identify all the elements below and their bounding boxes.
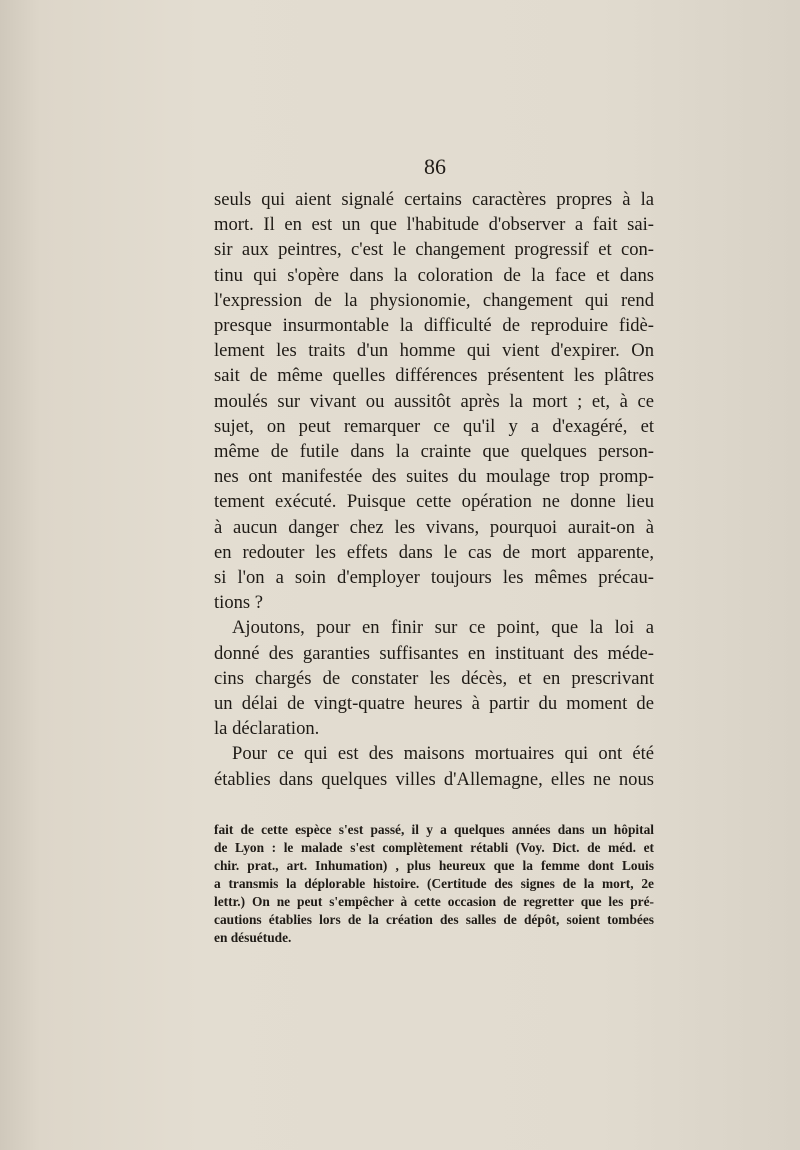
text-line: sir aux peintres, c'est le changement progressif et con- [214, 239, 654, 261]
text-line: si l'on a soin d'employer toujours les mêmes précau- [214, 567, 654, 589]
text-line: même de futile dans la crainte que quelques person- [214, 441, 654, 463]
text-line: établies dans quelques villes d'Allemagne, elles ne nous [214, 768, 654, 790]
text-line: un délai de vingt-quatre heures à partir du moment de [214, 693, 654, 715]
footnote-line: a transmis la déplorable histoire. (Certitude des signes de la mort, 2e [214, 876, 654, 891]
text-line: lement les traits d'un homme qui vient d'expirer. On [214, 340, 654, 362]
text-line: presque insurmontable la difficulté de reproduire fidè- [214, 315, 654, 337]
text-line: tinu qui s'opère dans la coloration de la face et dans [214, 264, 654, 286]
text-line: moulés sur vivant ou aussitôt après la mort ; et, à ce [214, 390, 654, 412]
text-line: la déclaration. [214, 718, 320, 740]
text-line: l'expression de la physionomie, changement qui rend [214, 289, 654, 311]
main-text [214, 187, 654, 792]
text-line: tions ? [214, 592, 264, 614]
text-line: seuls qui aient signalé certains caractères propres à la [214, 189, 654, 210]
text-line: sait de même quelles différences présentent les plâtres [214, 365, 654, 387]
text-line: sujet, on peut remarquer ce qu'il y a d'exagéré, et [214, 415, 654, 437]
text-line: nes ont manifestée des suites du moulage trop promp- [214, 466, 654, 488]
text-line: Ajoutons, pour en finir sur ce point, que la loi a [232, 617, 654, 639]
page-number: 86 [424, 154, 446, 179]
text-line: donné des garanties suffisantes en instituant des méde- [214, 642, 654, 664]
footnote-line: cautions établies lors de la création des salles de dépôt, soient tombées [214, 912, 654, 927]
footnote-line: de Lyon : le malade s'est complètement rétabli (Voy. Dict. de méd. et [214, 840, 654, 855]
text-line: cins chargés de constater les décès, et en prescrivant [214, 667, 654, 689]
footnote-line: fait de cette espèce s'est passé, il y a quelques années dans un hôpital [214, 822, 654, 837]
footnote-line: chir. prat., art. Inhumation) , plus heureux que la femme dont Louis [214, 858, 654, 873]
text-line: Pour ce qui est des maisons mortuaires qui ont été [232, 743, 654, 765]
footnote-line: lettr.) On ne peut s'empêcher à cette occasion de regretter que les pré- [214, 894, 654, 909]
text-line: à aucun danger chez les vivans, pourquoi aurait-on à [214, 516, 654, 538]
text-line: mort. Il en est un que l'habitude d'observer a fait sai- [214, 214, 654, 236]
text-line: en redouter les effets dans le cas de mort apparente, [214, 541, 654, 563]
text-line: tement exécuté. Puisque cette opération ne donne lieu [214, 491, 654, 513]
footnote [214, 821, 654, 947]
footnote-line: en désuétude. [214, 930, 292, 945]
